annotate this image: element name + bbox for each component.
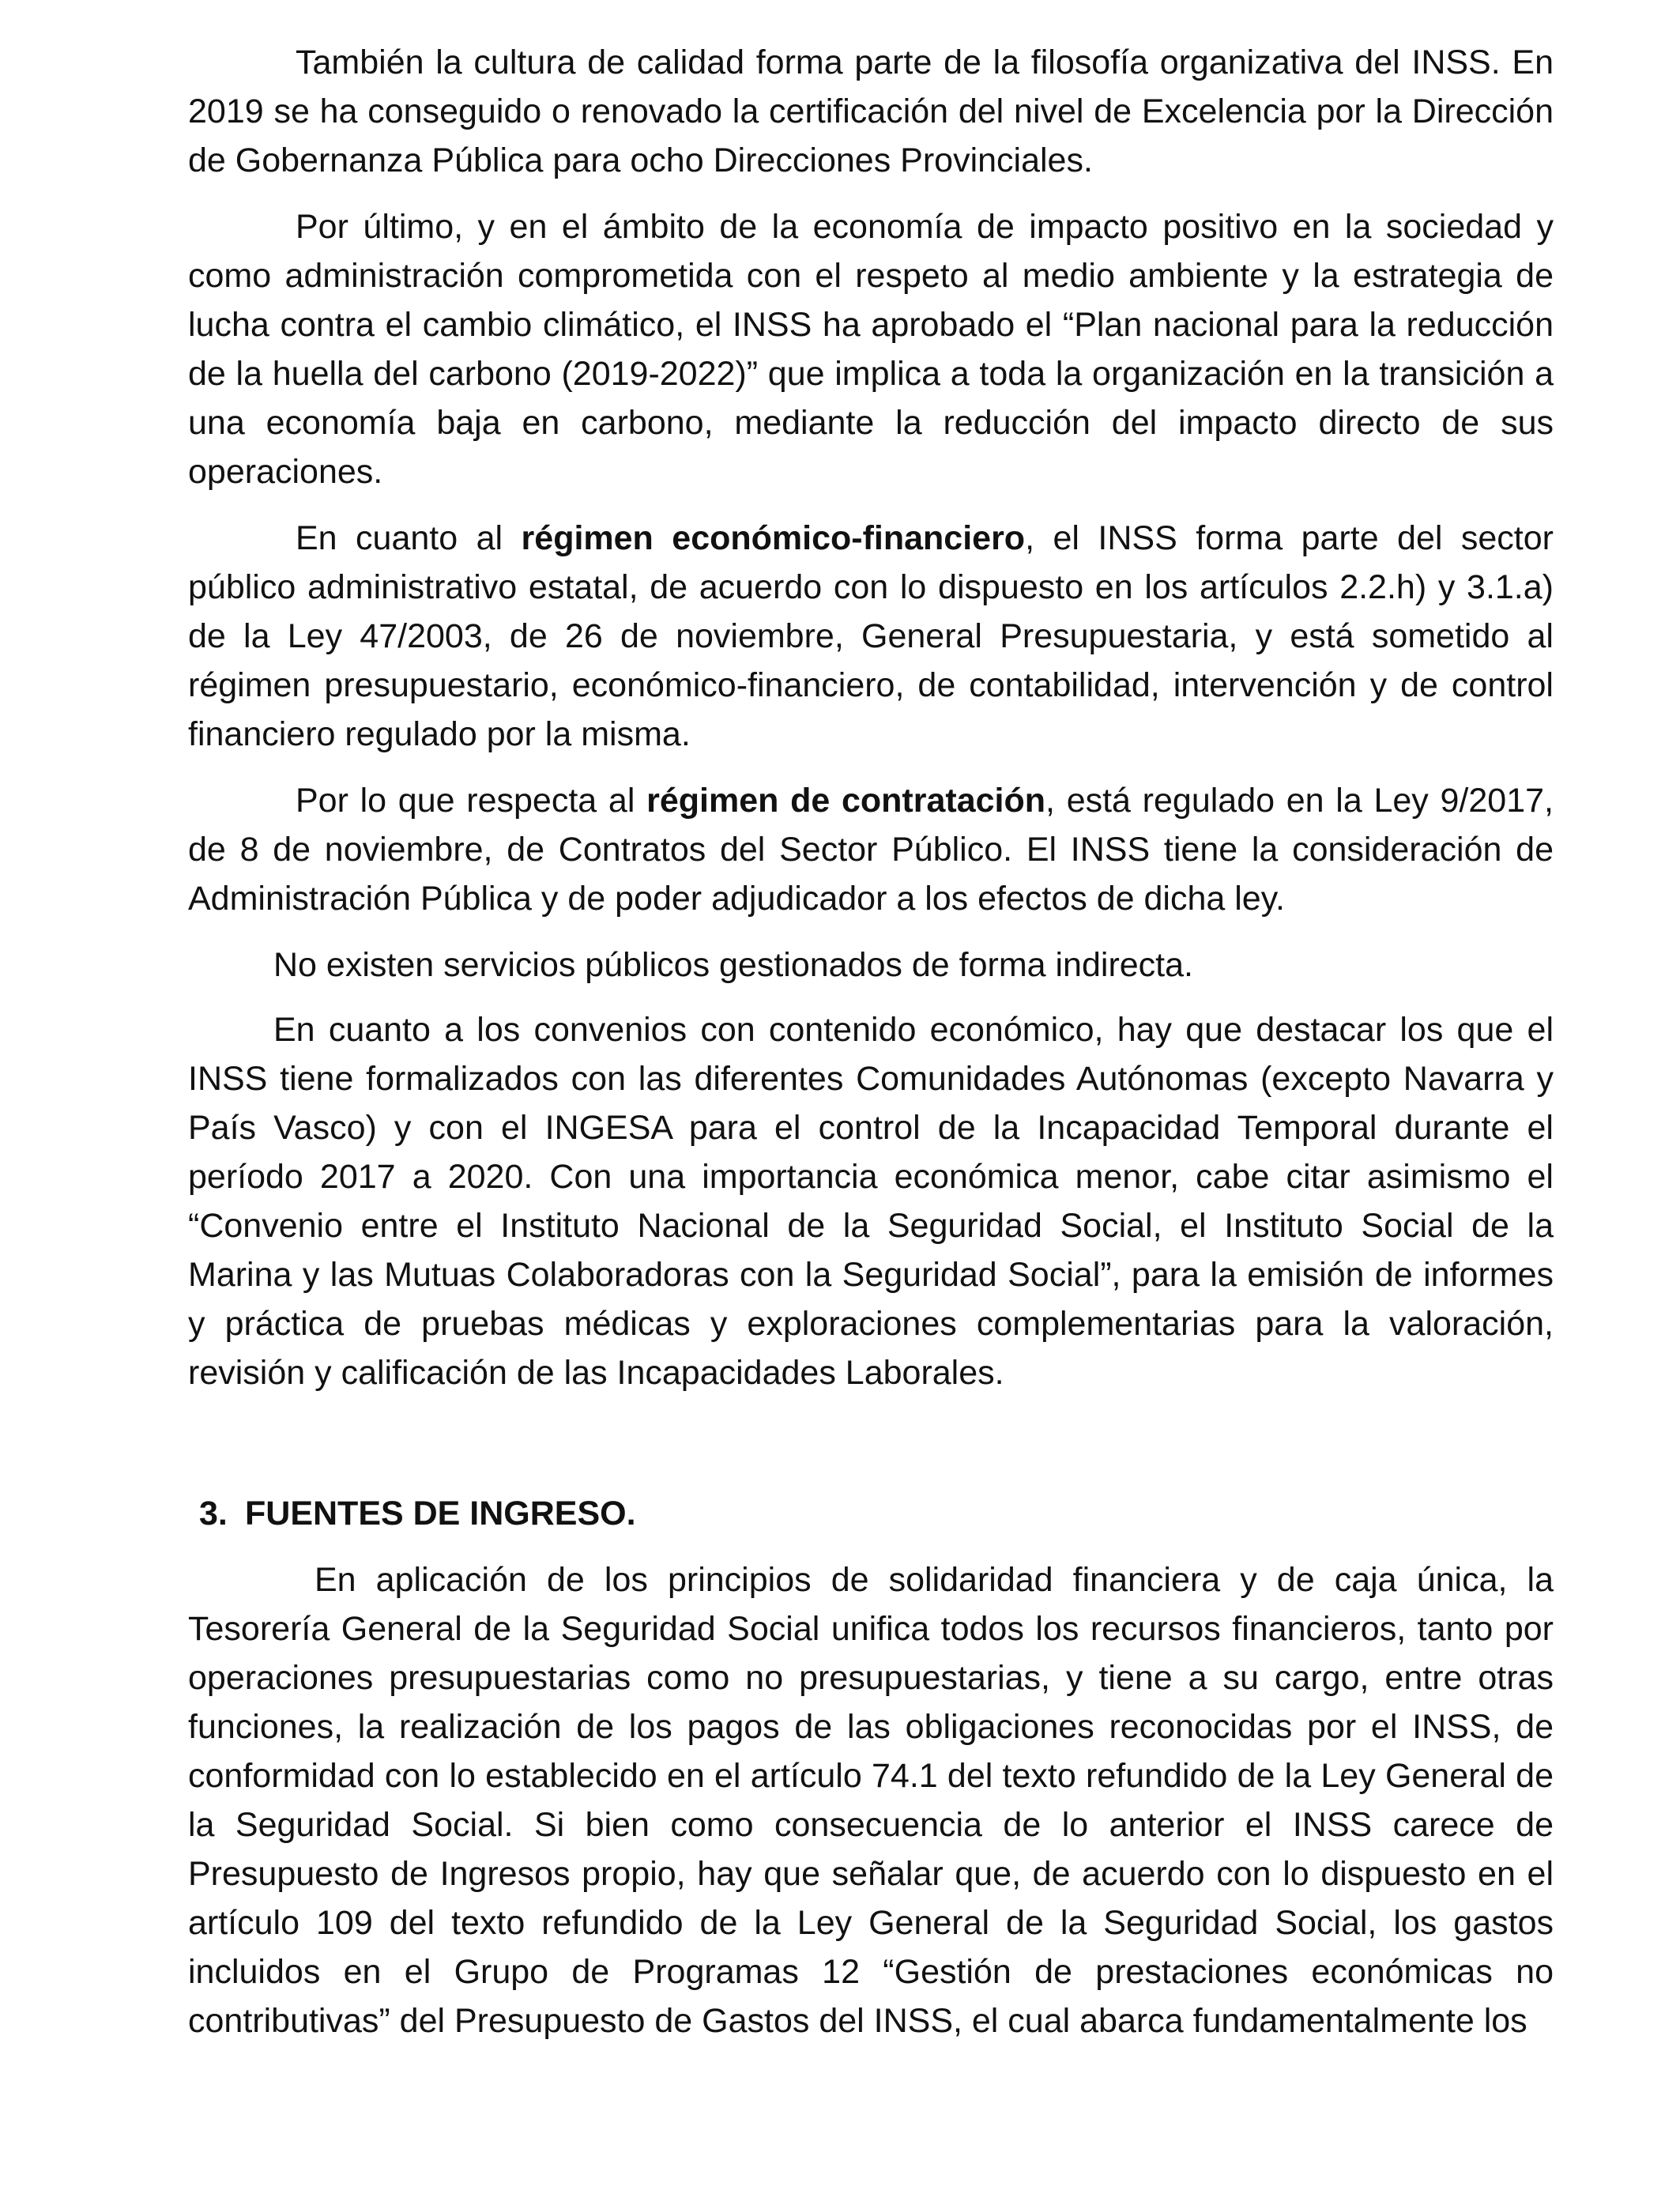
contracting-regime-intro: Por lo que respecta al: [296, 782, 647, 820]
contracting-regime-term: régimen de contratación: [646, 782, 1046, 820]
paragraph-economic-regime: [188, 514, 1554, 759]
paragraph-carbon-plan: Por último, y en el ámbito de la economía de impacto positivo en la sociedad y como administración comprometida con el respeto al medio ambiente y la estrategia de lucha contra el cambio climático, el INSS ha aprobado el “Plan nacional para la reducción de la huella del carbono (2019-2022)” que implica a toda la organización en la transición a una economía baja en carbono, mediante la reducción del impacto directo de sus operaciones.: [188, 208, 1554, 491]
section-heading: [199, 1489, 1554, 1538]
paragraph-indirect-services: No existen servicios públicos gestionados de forma indirecta.: [273, 946, 1193, 984]
contracting-regime-body: , está regulado en la Ley 9/2017, de 8 de noviembre, de Contratos del Sector Público. El INSS tiene la consideración de Administración Pública y de poder adjudicador a los efectos de dicha ley.: [188, 782, 1554, 918]
economic-regime-body: , el INSS forma parte del sector público administrativo estatal, de acuerdo con lo dispuesto en los artículos 2.2.h) y 3.1.a) de la Ley 47/2003, de 26 de noviembre, General Presupuestaria, y está sometido al régimen presupuestario, económico-financiero, de contabilidad, intervención y de control financiero regulado por la misma.: [188, 519, 1554, 753]
paragraph-agreements: En cuanto a los convenios con contenido económico, hay que destacar los que el INSS tiene formalizados con las diferentes Comunidades Autónomas (excepto Navarra y País Vasco) y con el INGESA para el control de la Incapacidad Temporal durante el período 2017 a 2020. Con una importancia económica menor, cabe citar asimismo el “Convenio entre el Instituto Nacional de la Seguridad Social, el Instituto Social de la Marina y las Mutuas Colaboradoras con la Seguridad Social”, para la emisión de informes y práctica de pruebas médicas y exploraciones complementarias para la valoración, revisión y calificación de las Incapacidades Laborales.: [188, 1011, 1554, 1392]
paragraph-quality-culture: También la cultura de calidad forma parte de la filosofía organizativa del INSS. En 2019 se ha conseguido o renovado la certificación del nivel de Excelencia por la Dirección de Gobernanza Pública para ocho Direcciones Provinciales.: [188, 43, 1554, 179]
paragraph-contracting-regime: [188, 776, 1554, 923]
document-page: [188, 38, 1554, 2045]
economic-regime-term: régimen económico-financiero: [521, 519, 1026, 557]
economic-regime-intro: En cuanto al: [296, 519, 522, 557]
section-title: FUENTES DE INGRESO.: [245, 1495, 636, 1532]
section-number: 3.: [199, 1495, 228, 1532]
paragraph-income-sources: En aplicación de los principios de solidaridad financiera y de caja única, la Tesorería General de la Seguridad Social unifica todos los recursos financieros, tanto por operaciones presupuestarias como no presupuestarias, y tiene a su cargo, entre otras funciones, la realización de los pagos de las obligaciones reconocidas por el INSS, de conformidad con lo establecido en el artículo 74.1 del texto refundido de la Ley General de la Seguridad Social. Si bien como consecuencia de lo anterior el INSS carece de Presupuesto de Ingresos propio, hay que señalar que, de acuerdo con lo dispuesto en el artículo 109 del texto refundido de la Ley General de la Seguridad Social, los gastos incluidos en el Grupo de Programas 12 “Gestión de prestaciones económicas no contributivas” del Presupuesto de Gastos del INSS, el cual abarca fundamentalmente los: [188, 1561, 1554, 2040]
